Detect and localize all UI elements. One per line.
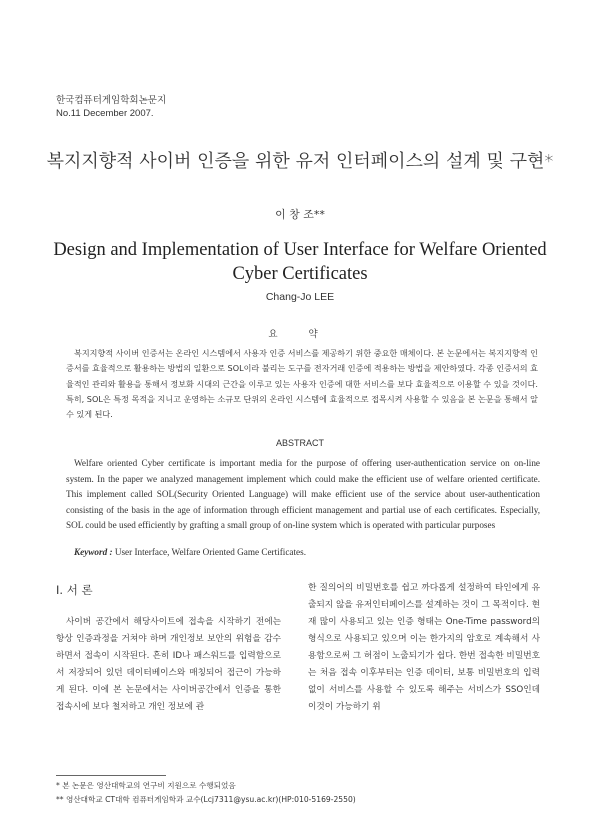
footnote-2: ** 영산대학교 CT대학 컴퓨터게임학과 교수(Lcj7311@ysu.ac.kr)(HP:010-5169-2550) xyxy=(56,795,356,804)
journal-header xyxy=(56,94,166,120)
keywords-line xyxy=(74,547,306,557)
korean-abstract-heading: 요 약 xyxy=(268,329,332,340)
english-title: Design and Implementation of User Interface for Welfare Oriented Cyber Certificates xyxy=(53,240,547,284)
english-abstract: Welfare oriented Cyber certificate is important media for the purpose of offering user-authentication service on on-line system. In the paper we analyzed management implement which could make the efficient use of welfare oriented certificate. This implement called SOL(Security Oriented Language) will make efficient use of the service about user-authentication consisting of the basis in the age of information through efficient management and partial use of each certificates. Especially, SOL could be used efficiently by grafting a small group of on-line system which is operated with particular purposes xyxy=(66,458,540,531)
korean-title: 복지지향적 사이버 인증을 위한 유저 인터페이스의 설계 및 구현* xyxy=(46,151,554,172)
keywords-label: Keyword : xyxy=(74,547,113,557)
footnote-divider xyxy=(56,775,166,776)
body-column-left: 사이버 공간에서 해당사이트에 접속을 시작하기 전에는 항상 인증과정을 거쳐야 하며 개인정보 보안의 위험을 감수하면서 접속이 시작된다. 흔히 ID나 패스워드를 입력함으로서 저장되어 있던 데이터베이스와 매칭되어 접근이 가능하게 된다. 이에 본 논문에서는 사이버공간에서 인증을 통한 접속시에 보다 철저하고 개인 정보에 관 xyxy=(56,617,281,712)
journal-name: 한국컴퓨터게임학회논문지 xyxy=(56,95,167,106)
journal-issue: No.11 December 2007. xyxy=(56,108,154,119)
footnote-1: * 본 논문은 영산대학교의 연구비 지원으로 수행되었음 xyxy=(56,781,236,790)
korean-author: 이 창 조** xyxy=(275,208,325,221)
body-column-right: 한 질의어의 비밀번호를 쉽고 까다롭게 설정하여 타인에게 유출되지 않을 유저인터페이스를 설계하는 것이 그 목적이다. 현재 많이 사용되고 있는 인증 형태는 One-Time password의 형식으로 사용되고 있으며 이는 한가지의 암호로 계속해서 사용함으로써 그 허점이 노출되기가 쉽다. 한번 접속한 비밀번호는 처음 접속 이후부터는 인증 데이터, 보통 비밀번호의 입력 없이 서비스를 사용할 수 있도록 해주는 서비스가 SSO인데 이것이 가능하기 위 xyxy=(308,583,540,712)
section-heading: Ⅰ. 서 론 xyxy=(56,583,93,597)
korean-abstract: 복지지향적 사이버 인증서는 온라인 시스템에서 사용자 인증 서비스를 제공하기 위한 중요한 매체이다. 본 논문에서는 복지지향적 인증서를 효율적으로 활용하는 방법의 일환으로 SOL이라 불리는 도구를 전자거래 인증에 적용하는 방법을 제안하였다. 각종 인증서의 효율적인 관리와 활용을 통해서 정보화 시대의 근간을 이루고 있는 사용자 인증에 대한 서비스를 보다 효율적으로 이용할 수 있을 것이다. 특히, SOL은 특정 목적을 지니고 운영하는 소규모 단위의 온라인 시스템에 효율적으로 접목시켜 사용할 수 있음을 본 논문을 통해서 알 수 있게 된다. xyxy=(66,348,538,420)
english-abstract-heading: ABSTRACT xyxy=(275,438,324,448)
keywords-text: User Interface, Welfare Oriented Game Certificates. xyxy=(114,547,306,557)
english-author: Chang-Jo LEE xyxy=(265,291,335,303)
